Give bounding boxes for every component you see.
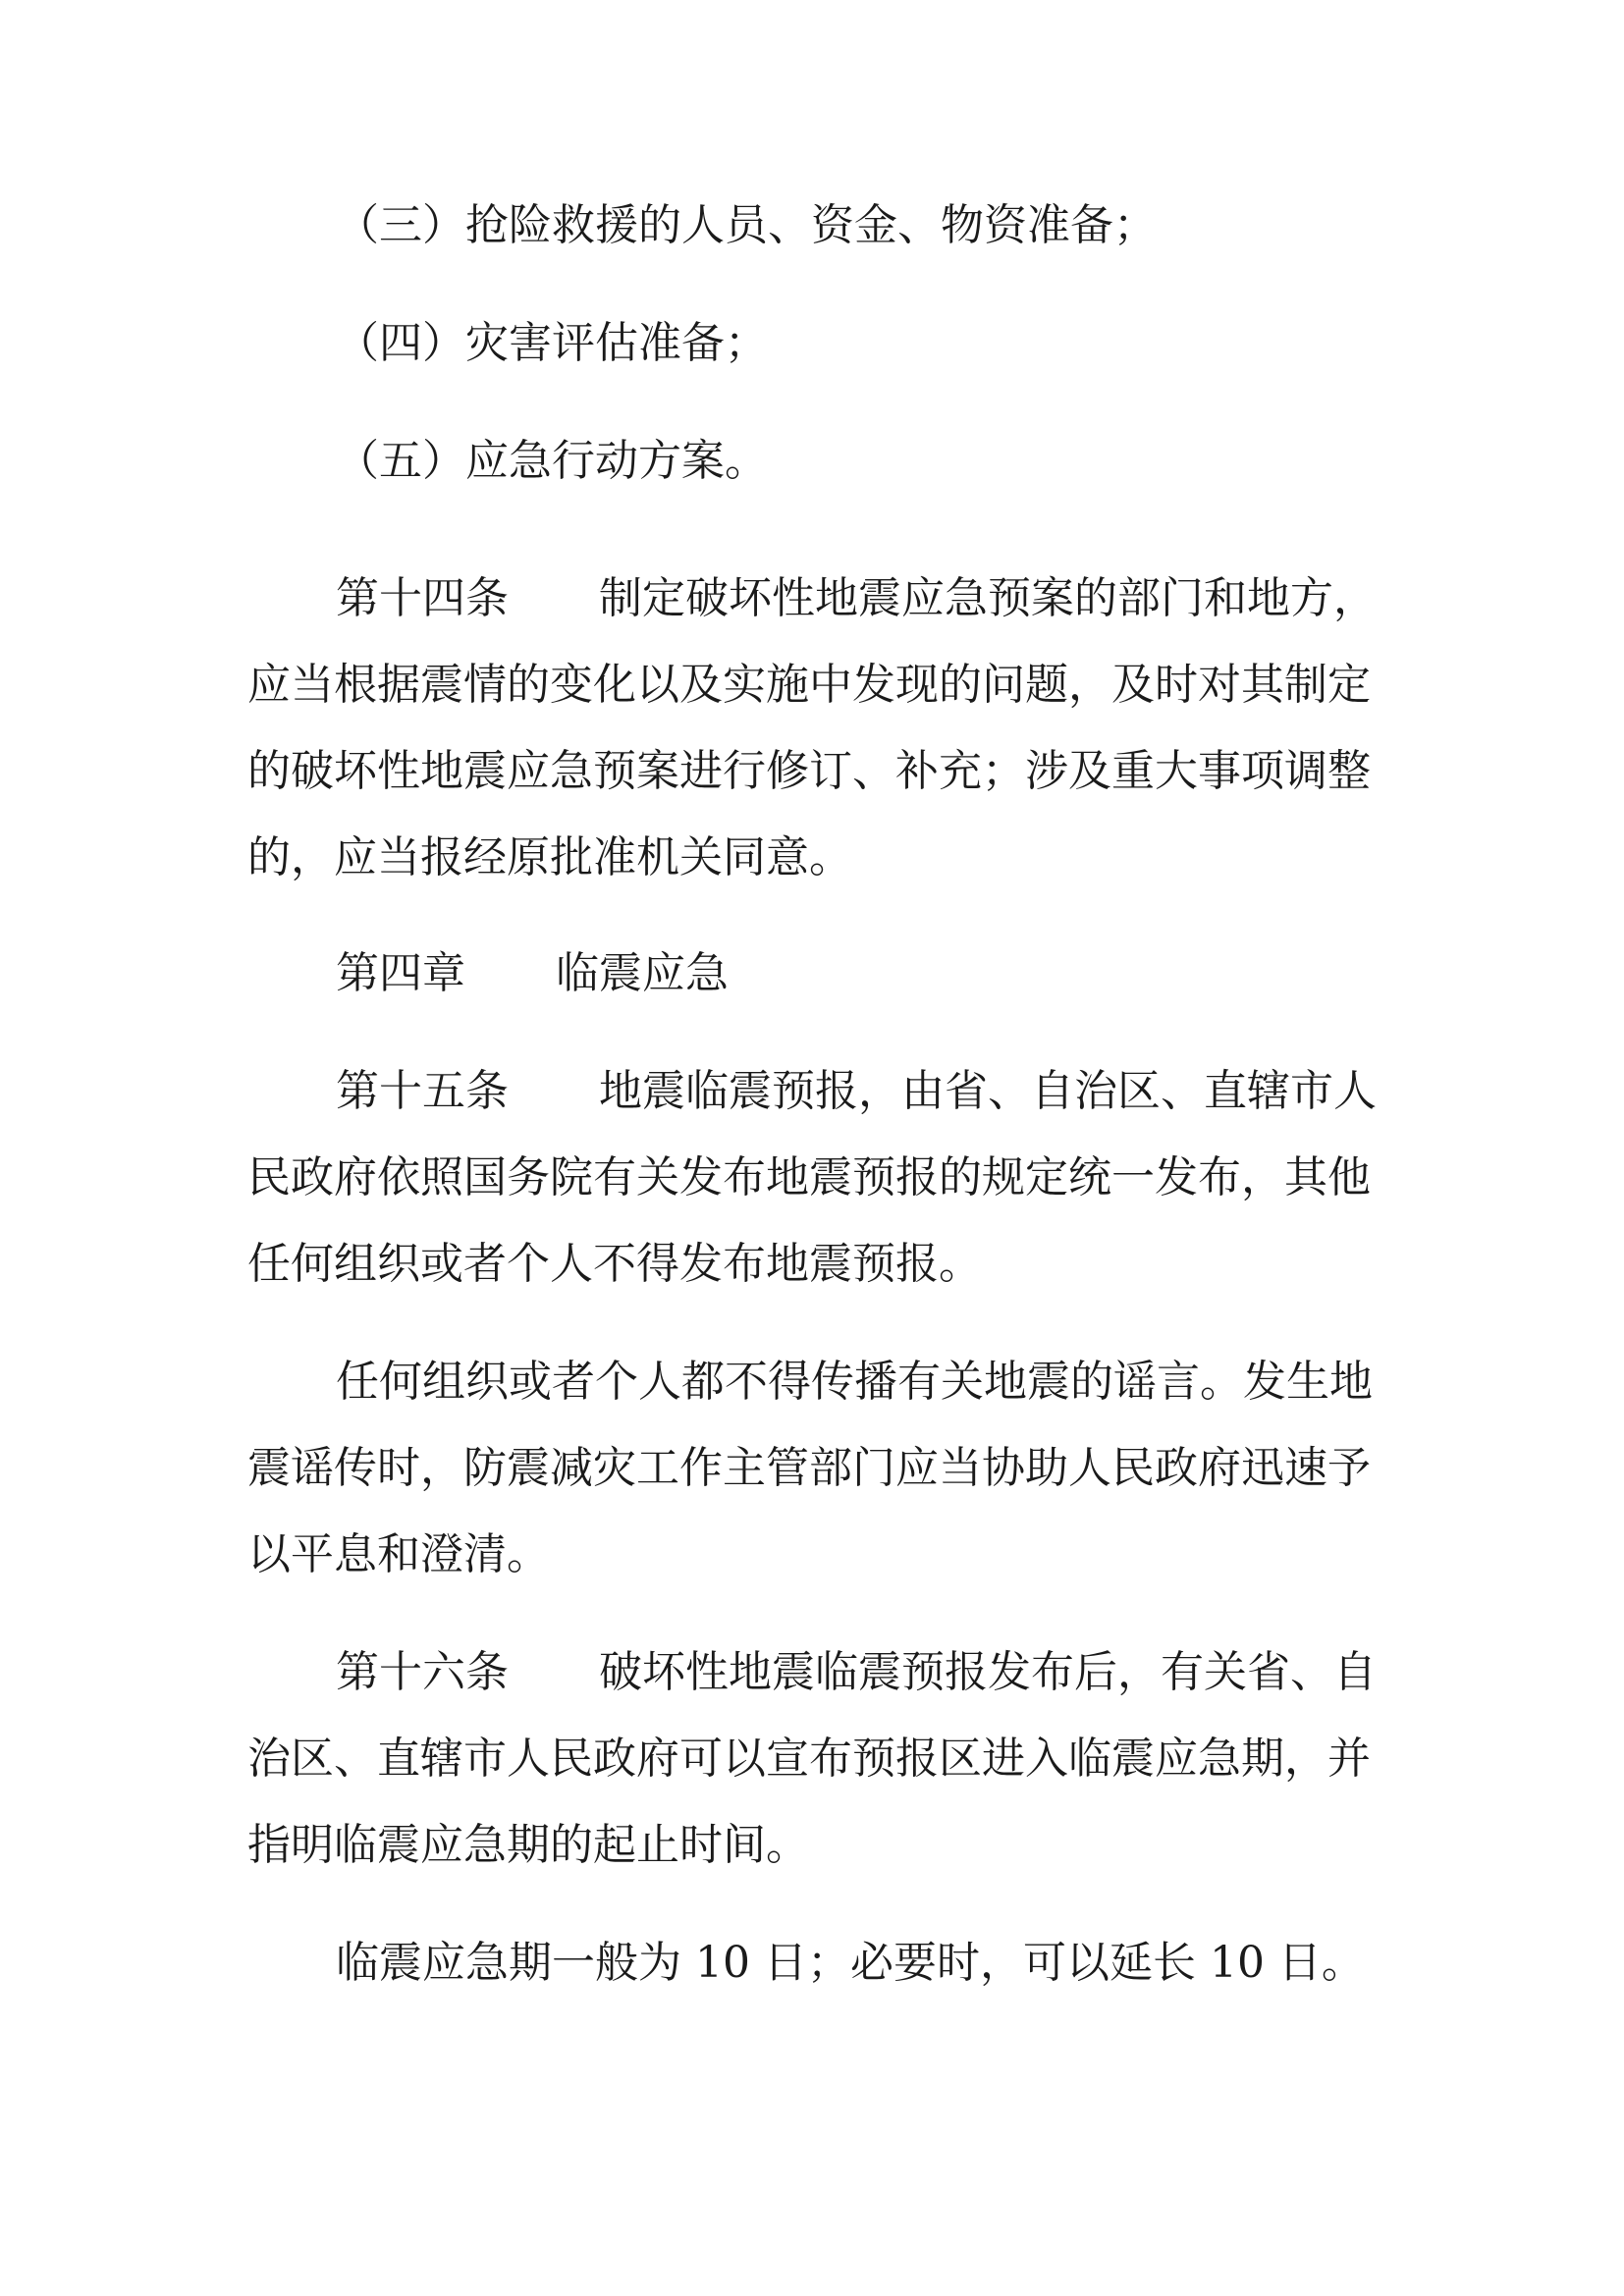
article-15-p2-line-3: 以平息和澄清。 bbox=[247, 1529, 550, 1579]
list-item-4: （四）灾害评估准备； bbox=[336, 318, 768, 368]
list-item-3: （三）抢险救援的人员、资金、物资准备； bbox=[336, 200, 1157, 250]
article-14-text-line-3: 的破坏性地震应急预案进行修订、补充；涉及重大事项调整 bbox=[247, 746, 1371, 796]
article-16-first-line bbox=[336, 1643, 1377, 1702]
article-15-first-line bbox=[336, 1062, 1377, 1121]
article-16-text-line-2: 治区、直辖市人民政府可以宣布预报区进入临震应急期，并 bbox=[247, 1734, 1371, 1784]
article-15-heading: 第十五条 bbox=[336, 1066, 509, 1116]
article-14-heading: 第十四条 bbox=[336, 573, 509, 623]
chapter-4-heading: 第四章 bbox=[336, 948, 465, 998]
article-14-text-line-4: 的，应当报经原批准机关同意。 bbox=[247, 832, 852, 882]
article-15-text-line-1: 地震临震预报，由省、自治区、直辖市人 bbox=[599, 1066, 1377, 1116]
article-15-p2-line-2: 震谣传时，防震减灾工作主管部门应当协助人民政府迅速予 bbox=[247, 1443, 1371, 1493]
article-15-text-line-2: 民政府依照国务院有关发布地震预报的规定统一发布，其他 bbox=[247, 1152, 1371, 1202]
article-14-text-line-2: 应当根据震情的变化以及实施中发现的问题，及时对其制定 bbox=[247, 660, 1371, 710]
article-16-heading: 第十六条 bbox=[336, 1647, 509, 1697]
article-16-text-line-3: 指明临震应急期的起止时间。 bbox=[247, 1820, 809, 1870]
article-15-p2-line-1: 任何组织或者个人都不得传播有关地震的谣言。发生地 bbox=[336, 1357, 1373, 1407]
article-14-first-line bbox=[336, 569, 1377, 628]
article-16-text-line-1: 破坏性地震临震预报发布后，有关省、自 bbox=[599, 1647, 1377, 1697]
chapter-4-heading-line bbox=[336, 944, 729, 1003]
list-item-5: （五）应急行动方案。 bbox=[336, 436, 768, 486]
article-14-text-line-1: 制定破坏性地震应急预案的部门和地方， bbox=[599, 573, 1377, 623]
article-16-p2: 临震应急期一般为 10 日；必要时，可以延长 10 日。 bbox=[336, 1938, 1365, 1988]
chapter-4-title: 临震应急 bbox=[556, 948, 729, 998]
article-15-text-line-3: 任何组织或者个人不得发布地震预报。 bbox=[247, 1239, 982, 1289]
